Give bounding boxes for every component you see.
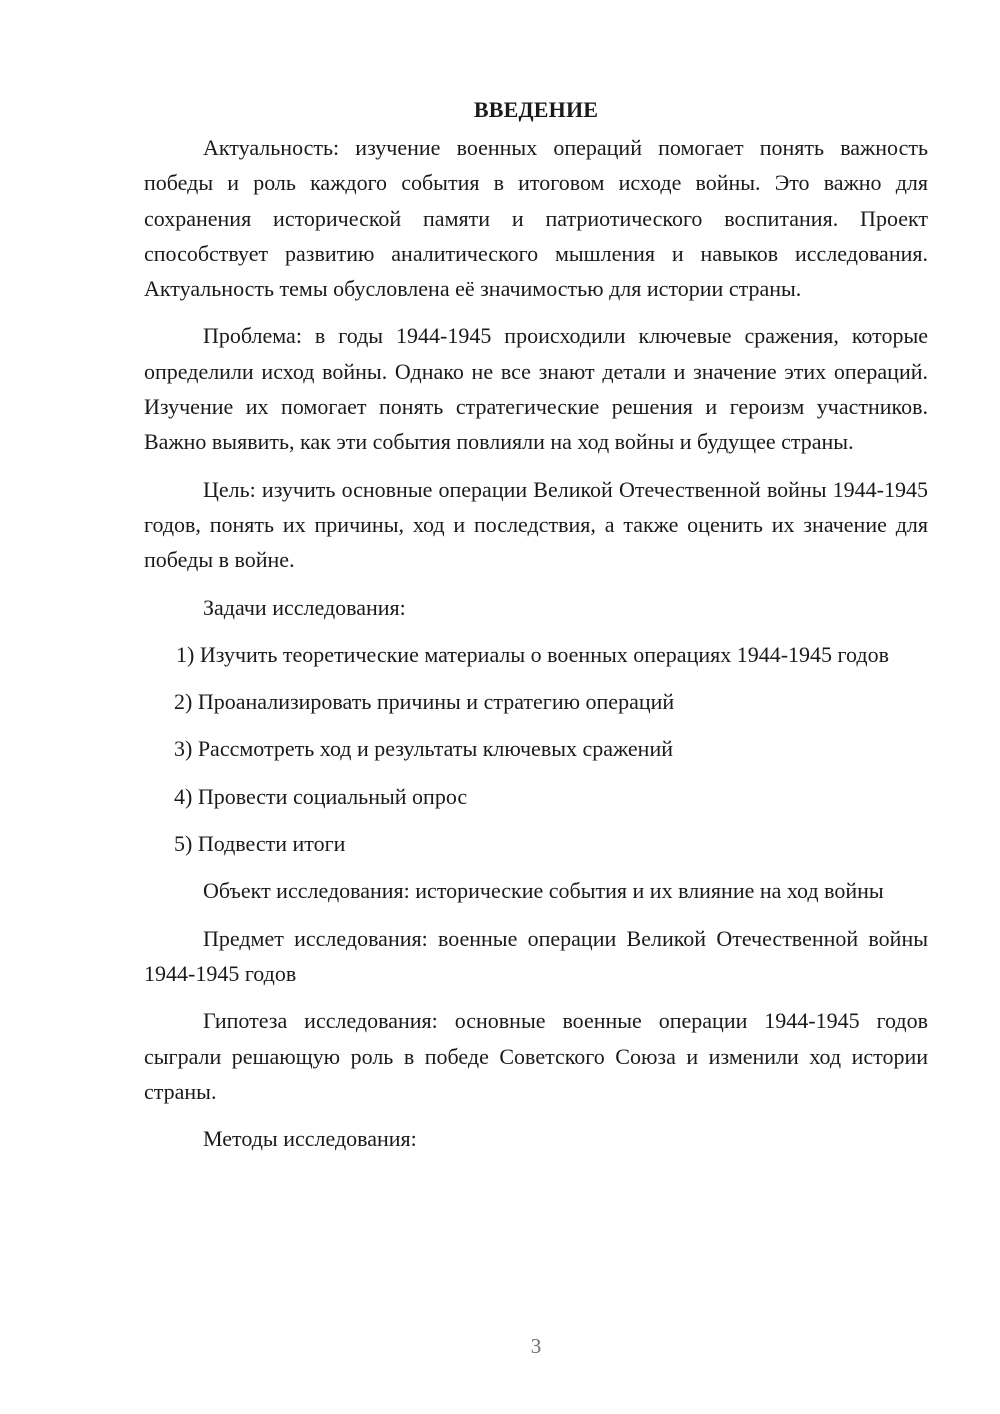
goal-paragraph: Цель: изучить основные операции Великой Отечественной войны 1944-1945 годов, понять их причины, ход и последствия, а также оценить их значение для победы в войне. bbox=[144, 476, 928, 573]
task-item-4: 4) Провести социальный опрос bbox=[174, 783, 468, 809]
methods-heading: Методы исследования: bbox=[203, 1126, 417, 1152]
relevance-paragraph: Актуальность: изучение военных операций помогает понять важность победы и роль каждого события в итоговом исходе войны. Это важно для сохранения исторической памяти и патриотического воспитания. Проект способствует развитию аналитического мышления и навыков исследования. Актуальность темы обусловлена её значимостью для истории страны. bbox=[144, 135, 928, 302]
task-item-2: 2) Проанализировать причины и стратегию операций bbox=[174, 689, 675, 715]
task-item-3: 3) Рассмотреть ход и результаты ключевых сражений bbox=[174, 736, 674, 762]
task-item-5: 5) Подвести итоги bbox=[174, 831, 346, 857]
problem-paragraph: Проблема: в годы 1944-1945 происходили ключевые сражения, которые определили исход войны. Однако не все знают детали и значение этих операций. Изучение их помогает понять стратегические решения и героизм участников. Важно выявить, как эти события повлияли на ход войны и будущее страны. bbox=[144, 323, 928, 455]
task-item-1: 1) Изучить теоретические материалы о военных операциях 1944-1945 годов bbox=[176, 641, 889, 667]
section-title: ВВЕДЕНИЕ bbox=[473, 97, 599, 122]
page-number: 3 bbox=[530, 1334, 542, 1358]
document-page bbox=[144, 92, 928, 1156]
subject-paragraph: Предмет исследования: военные операции Великой Отечественной войны 1944-1945 годов bbox=[144, 925, 928, 986]
tasks-heading: Задачи исследования: bbox=[203, 594, 406, 620]
hypothesis-paragraph: Гипотеза исследования: основные военные операции 1944-1945 годов сыграли решающую роль в победе Советского Союза и изменили ход истории страны. bbox=[144, 1008, 928, 1104]
object-paragraph: Объект исследования: исторические события и их влияние на ход войны bbox=[203, 878, 884, 904]
